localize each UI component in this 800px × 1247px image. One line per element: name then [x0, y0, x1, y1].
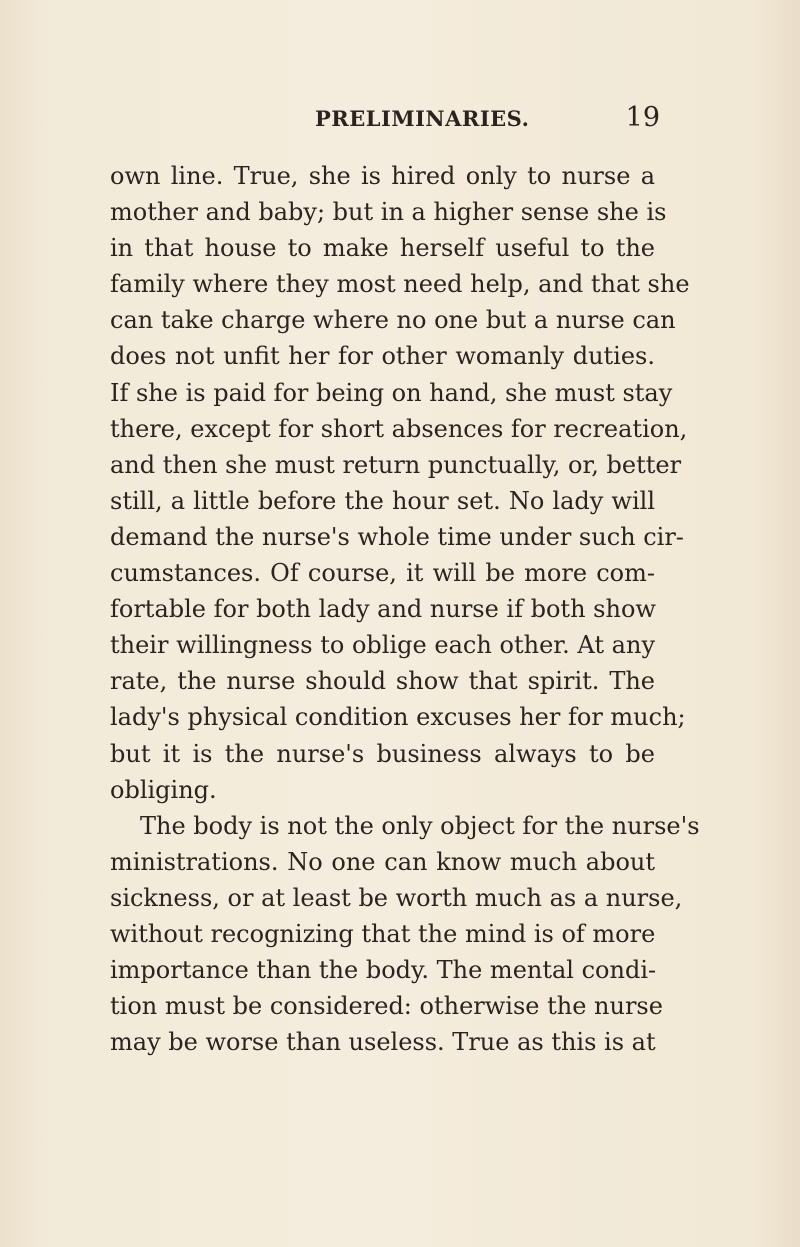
text-line: own line. True, she is hired only to nurse a — [110, 162, 655, 190]
text-line: demand the nurse's whole time under such cir- — [110, 522, 684, 551]
text-line: in that house to make herself useful to the — [110, 234, 655, 263]
text-line: If she is paid for being on hand, she must stay — [110, 378, 673, 407]
text-line: sickness, or at least be worth much as a nurse, — [110, 883, 683, 912]
text-line: there, except for short absences for recreation, — [110, 414, 688, 443]
page-number: 19 — [625, 102, 660, 133]
text-line: tion must be considered: otherwise the nurse — [110, 992, 663, 1021]
running-title: PRELIMINARIES. — [315, 106, 530, 131]
text-line: may be worse than useless. True as this is at — [110, 1028, 656, 1057]
body-text — [110, 158, 700, 1060]
text-line: but it is the nurse's business always to be — [110, 739, 655, 768]
text-line: still, a little before the hour set. No lady will — [110, 486, 655, 515]
text-line: without recognizing that the mind is of more — [110, 919, 656, 948]
text-line: fortable for both lady and nurse if both show — [110, 595, 656, 624]
running-head — [110, 98, 660, 138]
text-line: obliging. — [110, 775, 217, 804]
text-line: and then she must return punctually, or, better — [110, 450, 682, 479]
text-line: does not unfit her for other womanly duties. — [110, 342, 655, 371]
text-line: family where they most need help, and that she — [110, 270, 690, 299]
text-line: ministrations. No one can know much about — [110, 847, 655, 876]
text-line: mother and baby; but in a higher sense she is — [110, 198, 667, 227]
text-line: The body is not the only object for the nurse's — [140, 811, 700, 840]
text-line: lady's physical condition excuses her for much; — [110, 703, 686, 732]
text-line: rate, the nurse should show that spirit. The — [110, 667, 655, 696]
text-line: cumstances. Of course, it will be more com- — [110, 559, 655, 588]
text-line: can take charge where no one but a nurse can — [110, 306, 676, 335]
text-line: importance than the body. The mental condi- — [110, 956, 657, 985]
text-line: their willingness to oblige each other. At any — [110, 631, 655, 660]
